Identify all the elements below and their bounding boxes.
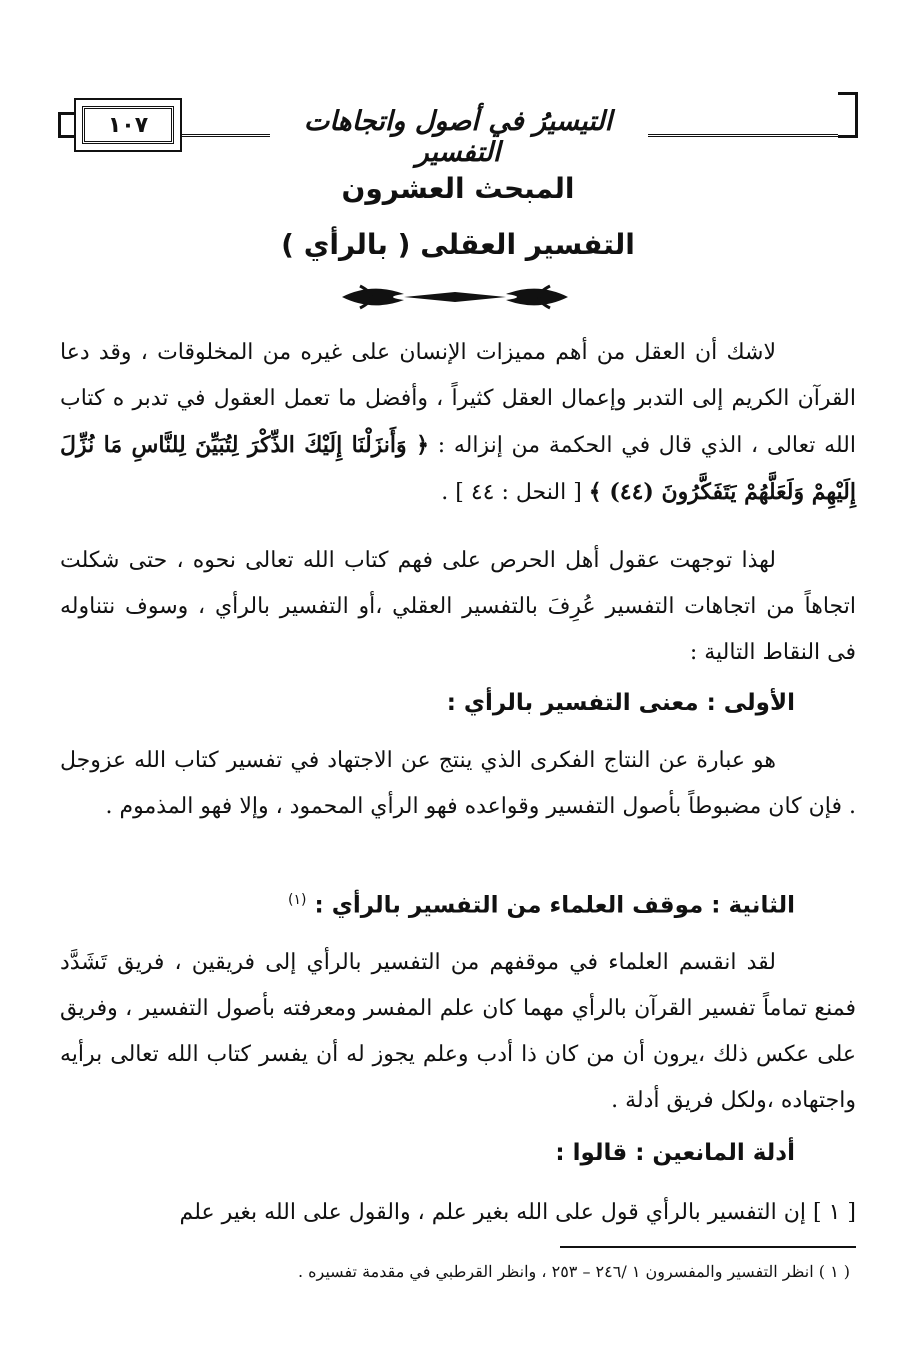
frame-corner-left (58, 112, 74, 138)
point1-heading: الأولى : معنى التفسير بالرأي : (446, 690, 795, 716)
frame-corner-right (838, 92, 858, 138)
header-rule-right (648, 134, 838, 137)
intro-text: لاشك أن العقل من أهم مميزات الإنسان على غيره من المخلوقات ، وقد دعا القرآن الكريم إلى التدبر وإعمال العقل كثيراً ، وأفضل ما تعمل العقول في تدبر ه كتاب الله تعالى ، الذي قال في الحكمة من إنزاله : (60, 340, 856, 458)
header-rule-left (182, 134, 270, 137)
verse-citation: [ النحل : ٤٤ ] . (441, 480, 582, 505)
opponents-heading: أدلة المانعين : قالوا : (555, 1140, 795, 1166)
quran-verse: ﴿ وَأَنزَلْنَا إِلَيْكَ الذِّكْرَ لِتُبَيِّنَ لِلنَّاسِ مَا نُزِّلَ إِلَيْهِمْ وَلَعَلَّهُمْ يَتَفَكَّرُونَ (٤٤) ﴾ (60, 432, 856, 505)
running-title: التيسيرُ في أصول واتجاهات التفسير (303, 106, 613, 168)
footnote-reference: (١) (288, 892, 307, 908)
paragraph-2: لهذا توجهت عقول أهل الحرص على فهم كتاب الله تعالى نحوه ، حتى شكلت اتجاهاً من اتجاهات التفسير عُرِفَ بالتفسير العقلي ،أو التفسير بالرأي ، وسوف نتناوله فى النقاط التالية : (60, 548, 856, 665)
section-title: المبحث العشرون (341, 172, 575, 205)
section-subtitle: التفسير العقلى ( بالرأي ) (281, 228, 635, 261)
opponents-item-1: [ ١ ] إن التفسير بالرأي قول على الله بغير علم ، والقول على الله بغير علم (179, 1200, 856, 1225)
divider-ornament-icon (342, 280, 568, 314)
intro-paragraph (60, 330, 856, 516)
point2-text: لقد انقسم العلماء في موقفهم من التفسير بالرأي إلى فريقين ، فريق تَشَدَّد فمنع تماماً تفسير القرآن بالرأي مهما كان علم المفسر ومعرفته بأصول التفسير ، وفريق على عكس ذلك ،يرون أن من كان ذا أدب وعلم يجوز له أن يفسر كتاب الله تعالى برأيه واجتهاده ،ولكل فريق أدلة . (60, 950, 856, 1113)
page-header (58, 92, 858, 168)
footnote-separator (560, 1246, 856, 1248)
point2-heading: الثانية : موقف العلماء من التفسير بالرأي : (314, 892, 795, 919)
footnote: ( ١ ) انظر التفسير والمفسرون ١ /٢٤٦ – ٢٥٣ ، وانظر القرطبي في مقدمة تفسيره . (297, 1262, 850, 1281)
point1-text: هو عبارة عن النتاج الفكرى الذي ينتج عن الاجتهاد في تفسير كتاب الله عزوجل . فإن كان مضبوطاً بأصول التفسير وقواعده فهو الرأي المحمود ، وإلا فهو المذموم . (60, 748, 856, 819)
point2-heading-row (60, 892, 795, 919)
page-number: ١٠٧ (82, 106, 174, 144)
